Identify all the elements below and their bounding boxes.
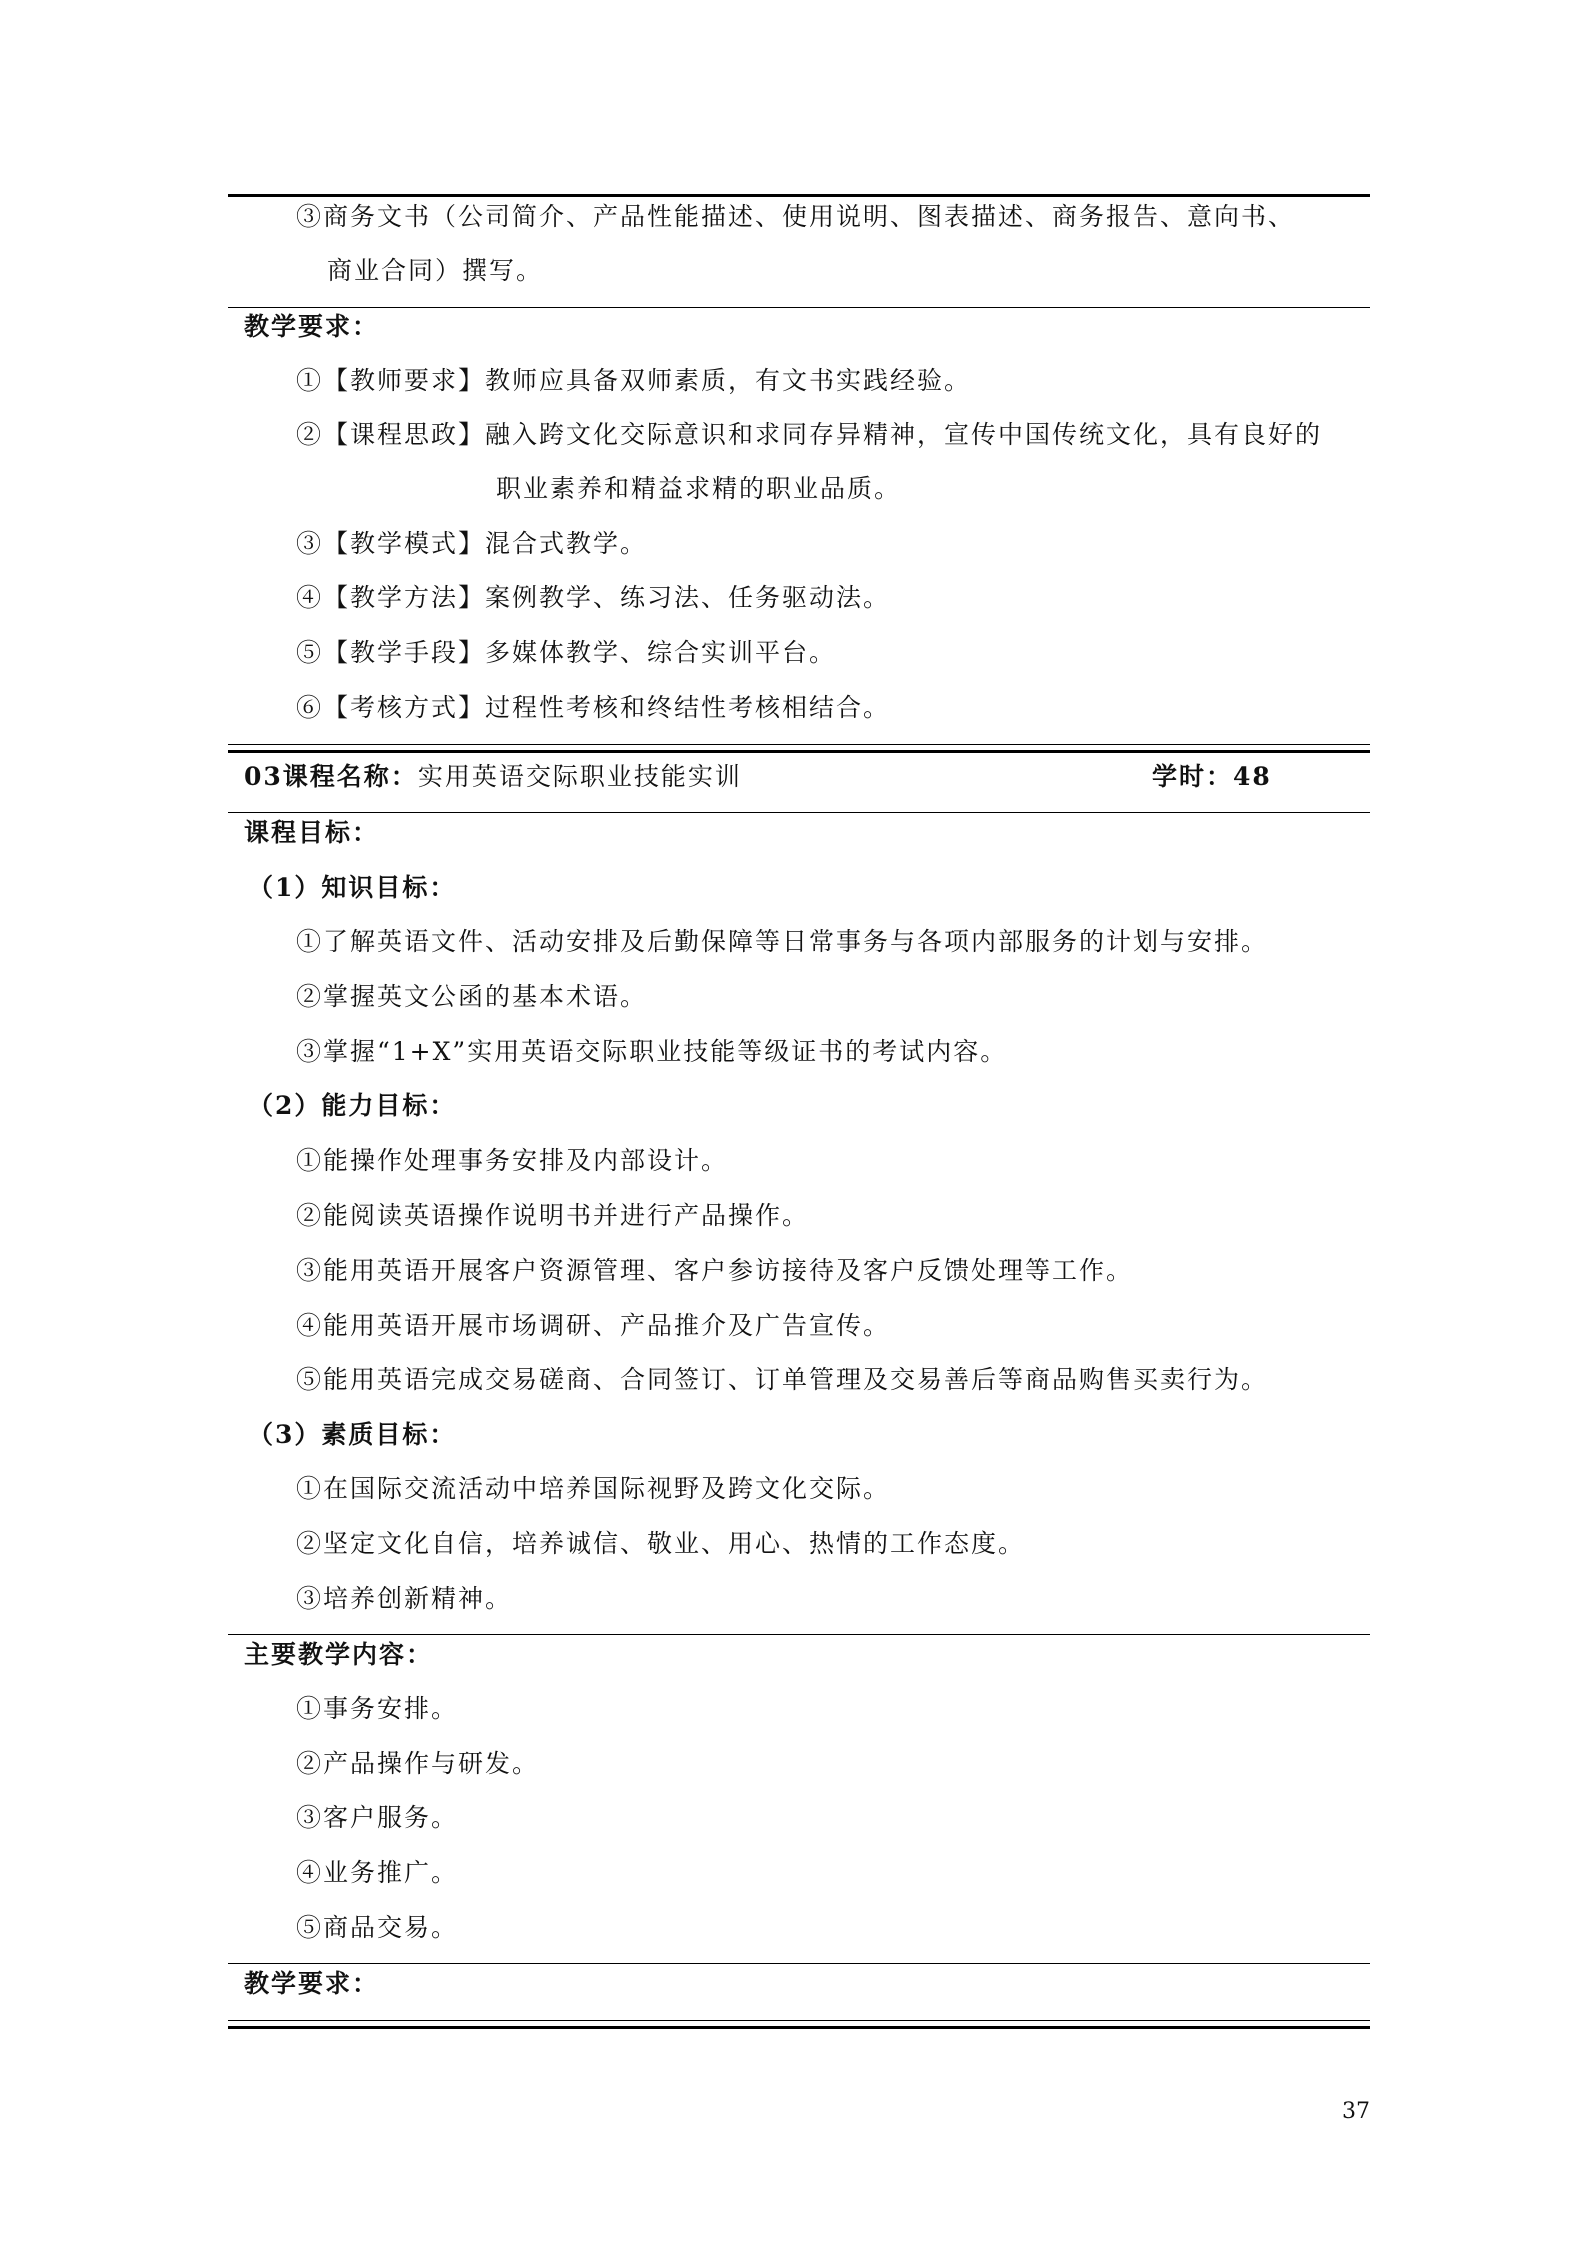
ability-item: ②能阅读英语操作说明书并进行产品操作。 — [296, 1201, 810, 1230]
quality-heading: （3）素质目标： — [248, 1420, 457, 1449]
course-name-label: 课程名称： — [282, 762, 418, 791]
course-hours-value: 48 — [1233, 762, 1272, 791]
ability-item: ⑤能用英语完成交易磋商、合同签订、订单管理及交易善后等商品购售买卖行为。 — [296, 1365, 1269, 1394]
ability-item: ①能操作处理事务安排及内部设计。 — [296, 1146, 729, 1175]
requirement-mode: ③【教学模式】混合式教学。 — [296, 529, 648, 558]
ability-heading: （2）能力目标： — [248, 1091, 457, 1120]
content-item-line2: 商业合同）撰写。 — [327, 256, 544, 285]
requirement-teacher: ①【教师要求】教师应具备双师素质，有文书实践经验。 — [296, 366, 972, 395]
knowledge-item: ①了解英语文件、活动安排及后勤保障等日常事务与各项内部服务的计划与安排。 — [296, 927, 1269, 956]
objectives-heading: 课程目标： — [244, 818, 380, 847]
page-number: 37 — [1342, 2099, 1370, 2124]
requirement-method: ④【教学方法】案例教学、练习法、任务驱动法。 — [296, 583, 891, 612]
knowledge-item: ②掌握英文公函的基本术语。 — [296, 982, 648, 1011]
content-item-line1: ③商务文书（公司简介、产品性能描述、使用说明、图表描述、商务报告、意向书、 — [296, 202, 1296, 231]
course-hours — [1152, 760, 1272, 794]
content-item: ①事务安排。 — [296, 1694, 459, 1723]
content-item: ④业务推广。 — [296, 1858, 459, 1887]
quality-item: ③培养创新精神。 — [296, 1584, 513, 1613]
section-divider — [228, 1963, 1370, 1964]
content-heading: 主要教学内容： — [244, 1640, 434, 1669]
knowledge-item: ③掌握“1+X”实用英语交际职业技能等级证书的考试内容。 — [296, 1037, 1008, 1066]
requirement-ideology-cont: 职业素养和精益求精的职业品质。 — [496, 474, 902, 503]
course-hours-label: 学时： — [1152, 762, 1234, 791]
quality-item: ②坚定文化自信，培养诚信、敬业、用心、热情的工作态度。 — [296, 1529, 1026, 1558]
ability-item: ④能用英语开展市场调研、产品推介及广告宣传。 — [296, 1311, 891, 1340]
requirements-heading: 教学要求： — [244, 312, 380, 341]
double-rule-top — [228, 744, 1370, 745]
section-divider — [228, 812, 1370, 813]
content-item: ②产品操作与研发。 — [296, 1749, 540, 1778]
quality-item: ①在国际交流活动中培养国际视野及跨文化交际。 — [296, 1474, 891, 1503]
double-rule-bottom — [228, 750, 1370, 753]
requirement-ideology: ②【课程思政】融入跨文化交际意识和求同存异精神，宣传中国传统文化，具有良好的 — [296, 420, 1323, 449]
section-divider — [228, 307, 1370, 308]
requirements-heading-2: 教学要求： — [244, 1969, 380, 1998]
ability-item: ③能用英语开展客户资源管理、客户参访接待及客户反馈处理等工作。 — [296, 1256, 1134, 1285]
bottom-rule-top — [228, 2020, 1370, 2021]
top-rule — [228, 194, 1370, 197]
bottom-rule-bottom — [228, 2026, 1370, 2029]
course-name: 实用英语交际职业技能实训 — [417, 762, 742, 791]
knowledge-heading: （1）知识目标： — [248, 873, 457, 902]
course-number: 03 — [244, 762, 283, 791]
content-item: ⑤商品交易。 — [296, 1913, 459, 1942]
course-header — [244, 760, 742, 794]
section-divider — [228, 1634, 1370, 1635]
content-item: ③客户服务。 — [296, 1803, 459, 1832]
requirement-means: ⑤【教学手段】多媒体教学、综合实训平台。 — [296, 638, 837, 667]
requirement-assessment: ⑥【考核方式】过程性考核和终结性考核相结合。 — [296, 693, 891, 722]
